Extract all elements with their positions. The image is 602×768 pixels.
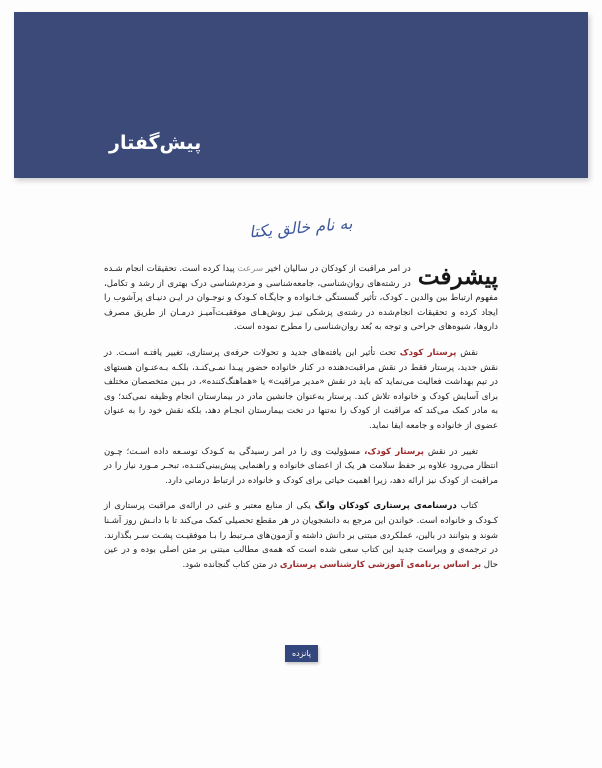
- paragraph-2: [104, 346, 498, 434]
- lead-word: پیشرفت: [417, 263, 498, 290]
- emphasis-red: پرستار کودک،: [364, 446, 424, 457]
- emphasis-faded: سرعت: [237, 264, 264, 274]
- text-run: پیدا کرده است. تحقیقات انجام شـده در رشته‌های روان‌شناسی، جامعه‌شناسی و مردم‌شناسی درک بهتری از رشد و تکامل، مفهوم ارتباط بین والدین ـ کودک، تأثیر گسستگی خـانواده و جایگـاه کـودک و نوجـوان در ایـن دنیـای پرآشوب را ایجاد کرده و تحقیقات انجام‌شده در رشته‌ی پزشکی نیـز روش‌هـای موفقیـت‌آمیـز درمـان از طریق مصرف داروها، شیوه‌های جراحی و توجه به بُعد روان‌شناسی را مطرح نموده است.: [104, 264, 498, 333]
- invocation: [0, 213, 602, 242]
- text-run: در متن کتاب گنجانده شود.: [182, 559, 280, 570]
- page-title: پیش‌گفتار: [109, 132, 202, 154]
- emphasis-red: پرستار کودک: [399, 347, 457, 358]
- emphasis-red: بر اساس برنامه‌ی آموزشی کارشناسی پرستاری: [279, 559, 482, 570]
- page-number-badge: پانزده: [285, 645, 318, 662]
- text-run: تحت تأثیر این یافته‌های جدید و تحولات حرفه‌ی پرستاری، تغییر یافتـه اسـت. در نقش جدید، پرستار فقط در نقش مراقبت‌دهنده در کنار خانواده حضور پیـدا نمـی‌کنـد، بلکـه بـه‌عنـوان هستهای در تیم بهداشت فعالیت می‌نماید که باید در نقش «مدیر مراقبت» یا «هماهنگ‌کننده»، در بـین متخصصان مختلف برای آسایش کودک و خانواده تلاش کند. پرستار به‌عنوان جانشین مادر در بیمارستان انجام وظیفه نمی‌کند؛ وی به مادر کمک می‌کند که مراقبت از کودک را نه‌تنها در تخت بیمارستان انجـام دهد، بلکه نقش خود را به عنوان عضوی از خانواده و جامعه ایفا نماید.: [104, 347, 498, 431]
- body-content: [104, 262, 498, 583]
- chapter-banner: [14, 12, 588, 178]
- emphasis-bold: درسنامه‌ی پرستاری کودکان وانگ: [314, 501, 457, 512]
- paragraph-1: [104, 262, 498, 335]
- text-run: مسؤولیت وی را در امر رسیدگی به کـودک توسـعه داده اسـت؛ چـون انتظار می‌رود علاوه بر حفظ سلامت هر یک از اعضای خانواده و راهنمایی پیش‌بینی‌کننـده، تبحـر مـورد نیاز را در مراقبت از کودک نیز ارائه دهد، زیرا اهمیت حیاتی برای کودک و خانواده در ارتباط درمانی دارد.: [104, 446, 498, 486]
- text-run: تغییر در نقش: [423, 446, 478, 457]
- paragraph-4: [104, 499, 498, 572]
- text-run: نقش: [456, 347, 478, 358]
- invocation-text: به نام خالق یکتا: [248, 213, 354, 242]
- text-run: یکی از منابع معتبر و غنی در ارائه‌ی مراقبت پرستاری از کـودک و خانواده است. خواندن این مرجع به دانشجویان در هر مقطع تحصیلی کمک می‌کند تا با دانـش روز آشـنا شوند و بتوانند در بالین، عملکردی مبتنی بر دانش داشته و آزمون‌های مـرتبط را بـا موفقیـت پشـت سـر بگذارند. در ترجمه‌ی و ویراست جدید این کتاب سعی شده است که همه‌ی مطالب مبتنی بر متن اصلی بوده و در عین حال: [104, 501, 498, 570]
- text-run: در امر مراقبت از کودکان در سالیان اخیر: [263, 264, 411, 274]
- paragraph-3: [104, 445, 498, 489]
- text-run: کتاب: [456, 501, 478, 512]
